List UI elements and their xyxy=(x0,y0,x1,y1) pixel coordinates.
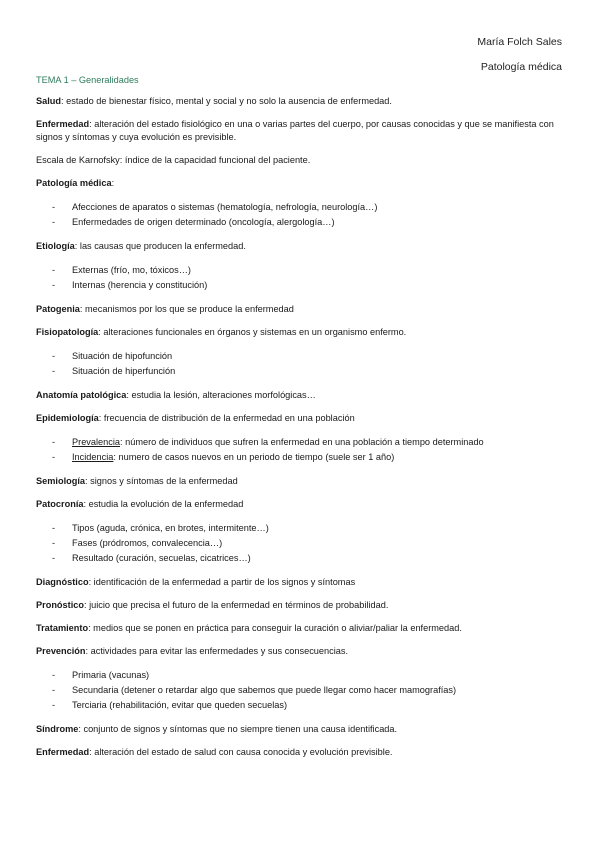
def-semiologia xyxy=(36,475,566,488)
def-anatomia-patologica xyxy=(36,389,566,402)
definition: : actividades para evitar las enfermedades y sus consecuencias. xyxy=(85,646,349,656)
list-bullet: - xyxy=(52,452,56,462)
list-bullet: - xyxy=(52,670,56,680)
list-item: - Secundaria (detener o retardar algo que sabemos que puede llegar como hacer mamografías) xyxy=(36,683,566,698)
definition: : conjunto de signos y síntomas que no siempre tienen una causa identificada. xyxy=(78,724,398,734)
definition: : juicio que precisa el futuro de la enfermedad en términos de probabilidad. xyxy=(83,600,389,610)
definition: : identificación de la enfermedad a partir de los signos y síntomas xyxy=(88,577,356,587)
list-item: - Tipos (aguda, crónica, en brotes, intermitente…) xyxy=(36,521,566,536)
def-diagnostico xyxy=(36,576,566,589)
term: Semiología xyxy=(36,476,86,486)
list-bullet: - xyxy=(52,366,56,376)
term: Tratamiento xyxy=(36,623,89,633)
def-sindrome xyxy=(36,723,566,736)
def-salud xyxy=(36,95,566,108)
definition: : xyxy=(111,178,115,188)
def-patocronia xyxy=(36,498,566,511)
list-item: - Situación de hiperfunción xyxy=(36,364,566,379)
definition: : alteraciones funcionales en órganos y sistemas en un organismo enfermo. xyxy=(98,327,407,337)
list-bullet: - xyxy=(52,553,56,563)
term: Prevalencia xyxy=(72,437,121,447)
def-fisiopatologia xyxy=(36,326,566,339)
list-item: - Resultado (curación, secuelas, cicatrices…) xyxy=(36,551,566,566)
term: Incidencia xyxy=(72,452,114,462)
def-enfermedad-2 xyxy=(36,746,566,759)
definition: : las causas que producen la enfermedad. xyxy=(74,241,246,251)
def-tratamiento xyxy=(36,622,566,635)
def-epidemiologia xyxy=(36,412,566,425)
term: Anatomía patológica xyxy=(36,390,127,400)
term: Patocronía xyxy=(36,499,84,509)
def-patologia xyxy=(36,177,566,190)
def-patogenia xyxy=(36,303,566,316)
list-item: - Enfermedades de origen determinado (oncología, alergología…) xyxy=(36,215,566,230)
list-item: - Fases (pródromos, convalecencia…) xyxy=(36,536,566,551)
definition: Escala de Karnofsky: índice de la capacidad funcional del paciente. xyxy=(36,155,311,165)
list-bullet: - xyxy=(52,280,56,290)
def-prevencion xyxy=(36,645,566,658)
document-body xyxy=(36,74,566,769)
section-title: TEMA 1 – Generalidades xyxy=(36,75,139,85)
definition: : estudia la lesión, alteraciones morfológicas… xyxy=(126,390,316,400)
list-bullet: - xyxy=(52,538,56,548)
header-author: María Folch Sales xyxy=(477,36,562,48)
term: Etiología xyxy=(36,241,75,251)
list-item: - Externas (frío, mo, tóxicos…) xyxy=(36,263,566,278)
list-item: - Afecciones de aparatos o sistemas (hematología, nefrología, neurología…) xyxy=(36,200,566,215)
def-etiologia xyxy=(36,240,566,253)
list-item: - Internas (herencia y constitución) xyxy=(36,278,566,293)
term: Enfermedad xyxy=(36,119,90,129)
list-item: - Primaria (vacunas) xyxy=(36,668,566,683)
term: Pronóstico xyxy=(36,600,84,610)
list-item: - Terciaria (rehabilitación, evitar que queden secuelas) xyxy=(36,698,566,713)
def-enfermedad xyxy=(36,118,566,144)
list-item: - Prevalencia: número de individuos que sufren la enfermedad en una población a tiempo determinado xyxy=(36,435,566,450)
list-item: - Incidencia: numero de casos nuevos en un periodo de tiempo (suele ser 1 año) xyxy=(36,450,566,465)
definition: : estado de bienestar físico, mental y social y no solo la ausencia de enfermedad. xyxy=(61,96,392,106)
definition: : signos y síntomas de la enfermedad xyxy=(85,476,238,486)
term: Salud xyxy=(36,96,62,106)
list-bullet: - xyxy=(52,351,56,361)
list-patologia xyxy=(36,200,566,230)
term: Síndrome xyxy=(36,724,79,734)
term: Prevención xyxy=(36,646,86,656)
header-subject: Patología médica xyxy=(480,61,562,73)
term: Patología médica xyxy=(36,178,112,188)
list-fisiopatologia xyxy=(36,349,566,379)
definition: : estudia la evolución de la enfermedad xyxy=(83,499,244,509)
list-bullet: - xyxy=(52,685,56,695)
definition: : medios que se ponen en práctica para conseguir la curación o aliviar/paliar la enfermedad. xyxy=(88,623,462,633)
definition: : alteración del estado fisiológico en una o varias partes del cuerpo, por causas conocidas y que se manifiesta con signos y síntomas y cuya evolución es previsible. xyxy=(36,119,554,142)
list-patocronia xyxy=(36,521,566,566)
list-bullet: - xyxy=(52,523,56,533)
def-pronostico xyxy=(36,599,566,612)
list-etiologia xyxy=(36,263,566,293)
def-karnofsky xyxy=(36,154,566,167)
list-bullet: - xyxy=(52,217,56,227)
list-bullet: - xyxy=(52,700,56,710)
term: Diagnóstico xyxy=(36,577,89,587)
list-bullet: - xyxy=(52,265,56,275)
list-item: - Situación de hipofunción xyxy=(36,349,566,364)
definition: : mecanismos por los que se produce la enfermedad xyxy=(79,304,294,314)
term: Patogenia xyxy=(36,304,80,314)
list-epidemiologia xyxy=(36,435,566,465)
list-bullet: - xyxy=(52,437,56,447)
term: Enfermedad xyxy=(36,747,90,757)
definition: : frecuencia de distribución de la enfermedad en una población xyxy=(98,413,355,423)
list-prevencion xyxy=(36,668,566,713)
term: Fisiopatología xyxy=(36,327,99,337)
definition: : alteración del estado de salud con causa conocida y evolución previsible. xyxy=(89,747,393,757)
list-bullet: - xyxy=(52,202,56,212)
term: Epidemiología xyxy=(36,413,99,423)
